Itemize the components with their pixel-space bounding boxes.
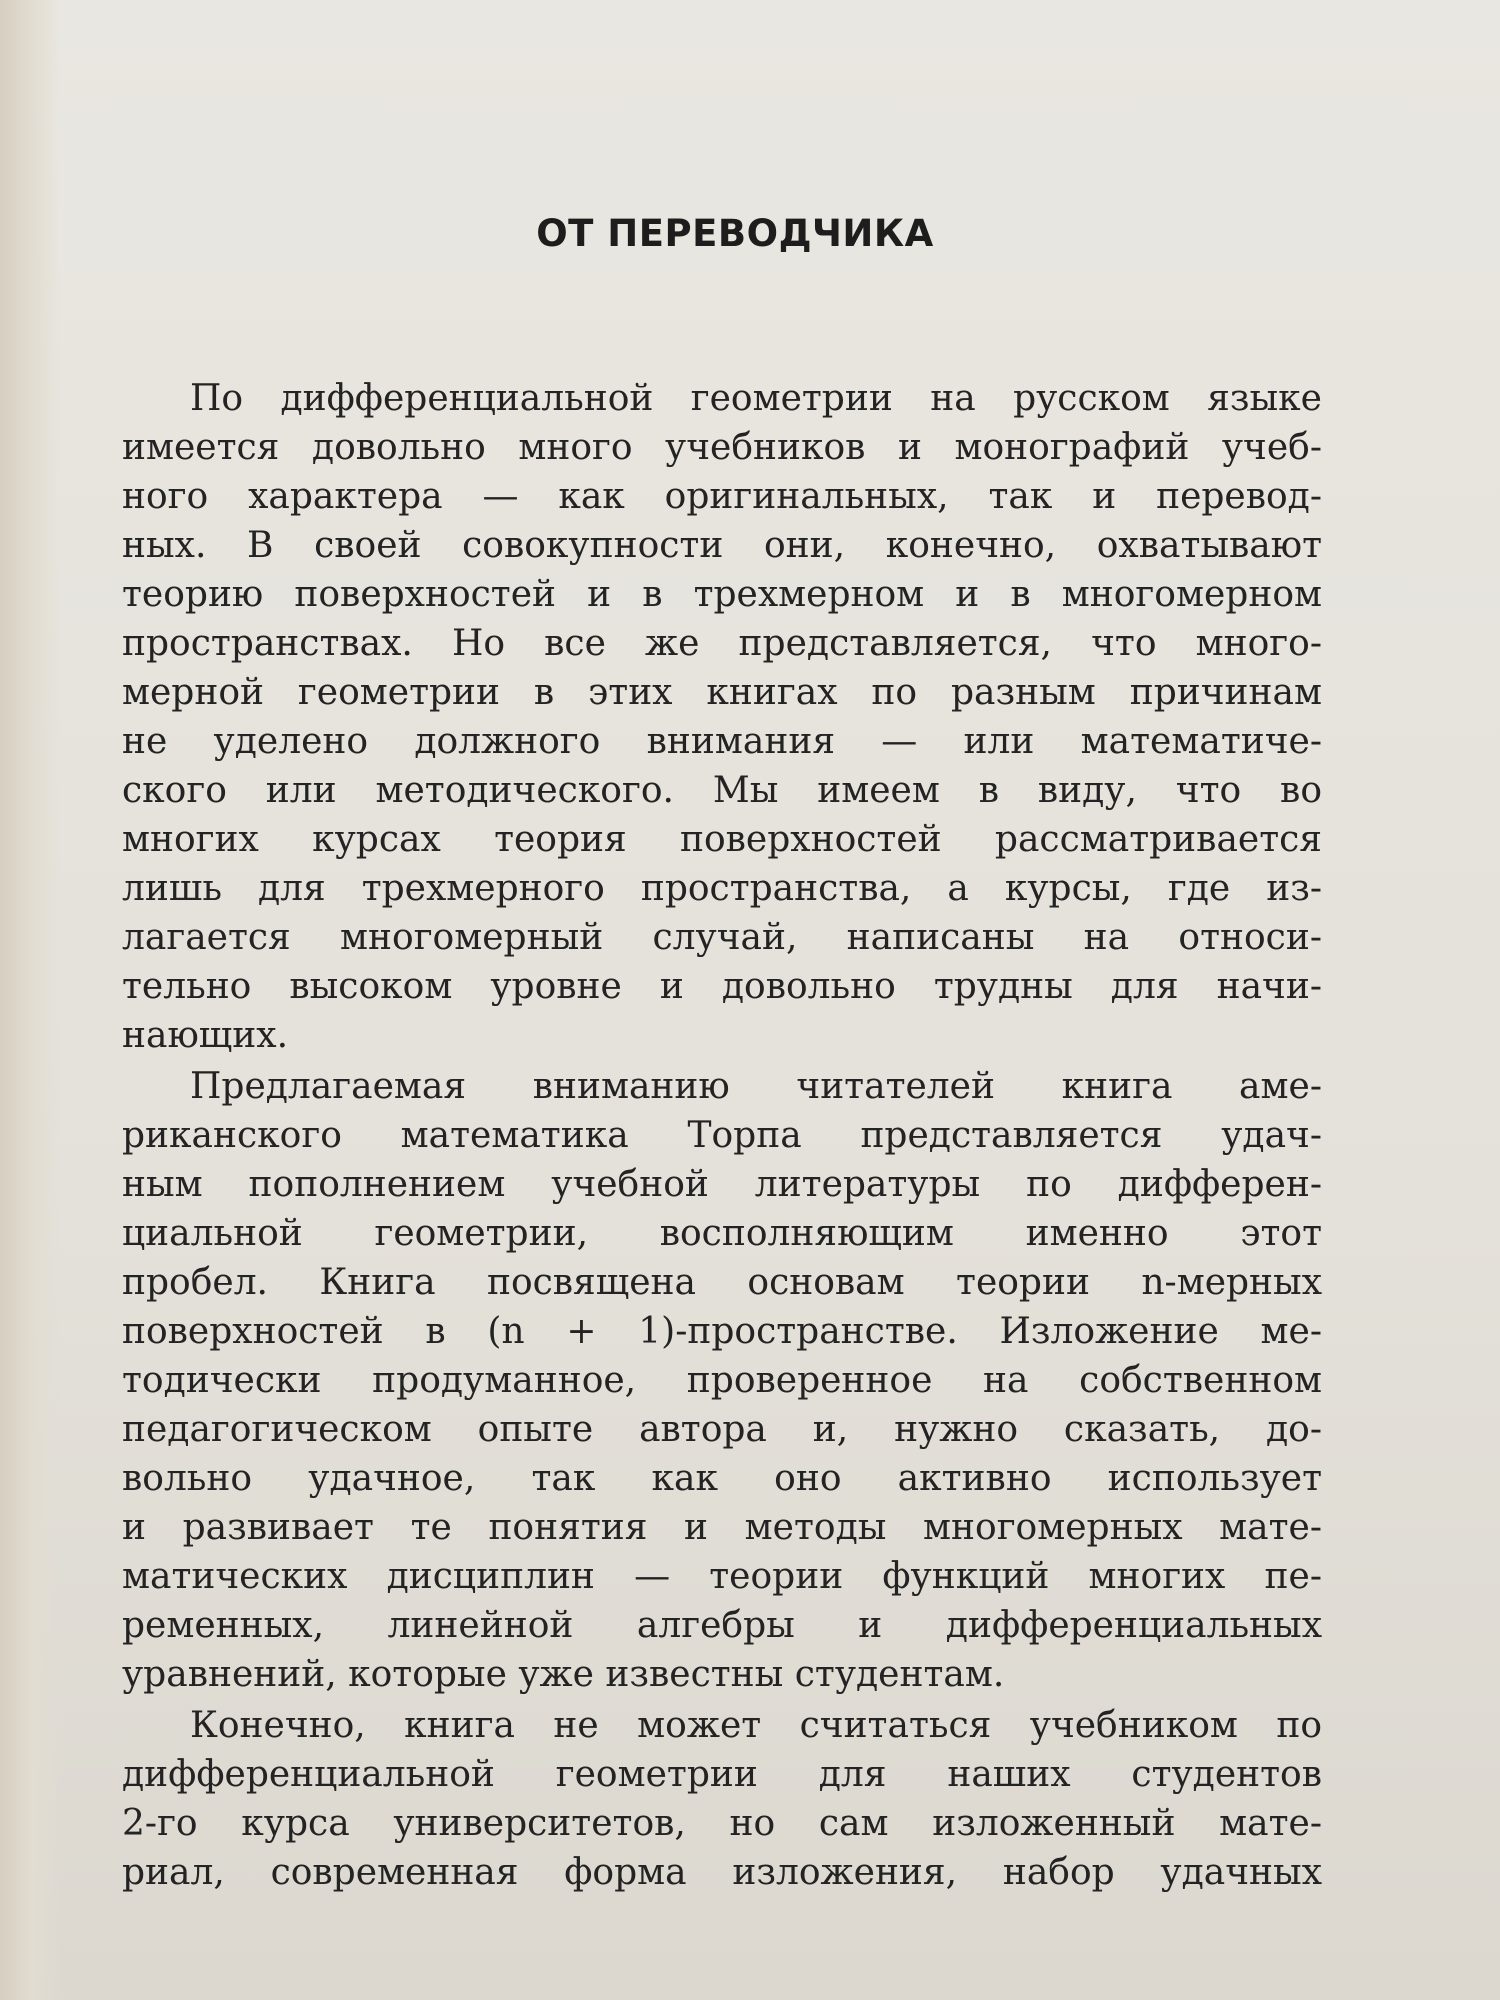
text-line: дифференциальной геометрии для наших студентов (122, 1754, 1322, 1795)
text-line: тельно высоком уровне и довольно трудны для начи- (122, 966, 1322, 1007)
text-line: имеется довольно много учебников и монографий учеб- (122, 427, 1322, 468)
text-line: риканского математика Торпа представляется удач- (122, 1115, 1322, 1156)
text-line: Конечно, книга не может считаться учебником по (190, 1705, 1322, 1746)
text-line: циальной геометрии, восполняющим именно этот (122, 1213, 1322, 1254)
text-line: риал, современная форма изложения, набор удачных (122, 1852, 1322, 1893)
text-line: многих курсах теория поверхностей рассматривается (122, 819, 1322, 860)
text-line: пространствах. Но все же представляется, что много- (122, 623, 1322, 664)
body-text (122, 374, 1322, 1897)
text-line: пробел. Книга посвящена основам теории n-мерных (122, 1262, 1322, 1303)
text-line: лишь для трехмерного пространства, а курсы, где из- (122, 868, 1322, 909)
text-line: По дифференциальной геометрии на русском языке (190, 378, 1322, 419)
text-line: уравнений, которые уже известны студентам. (122, 1654, 1005, 1695)
page-title (0, 212, 1500, 255)
text-line: педагогическом опыте автора и, нужно сказать, до- (122, 1409, 1322, 1450)
text-line: вольно удачное, так как оно активно использует (122, 1458, 1322, 1499)
text-line: и развивает те понятия и методы многомерных мате- (122, 1507, 1322, 1548)
text-line: ных. В своей совокупности они, конечно, охватывают (122, 525, 1322, 566)
text-line: Предлагаемая вниманию читателей книга аме- (190, 1066, 1322, 1107)
text-line: не уделено должного внимания — или математиче- (122, 721, 1322, 762)
text-line: тодически продуманное, проверенное на собственном (122, 1360, 1322, 1401)
text-line: матических дисциплин — теории функций многих пе- (122, 1556, 1322, 1597)
text-line: ным пополнением учебной литературы по дифферен- (122, 1164, 1322, 1205)
page-title-text: ОТ ПЕРЕВОДЧИКА (536, 212, 934, 255)
text-line: лагается многомерный случай, написаны на относи- (122, 917, 1322, 958)
text-line: ского или методического. Мы имеем в виду, что во (122, 770, 1322, 811)
binding-shadow (0, 0, 60, 2000)
text-line: теорию поверхностей и в трехмерном и в многомерном (122, 574, 1322, 615)
text-line: поверхностей в (n + 1)-пространстве. Изложение ме- (122, 1311, 1322, 1352)
text-line: мерной геометрии в этих книгах по разным причинам (122, 672, 1322, 713)
text-line: ременных, линейной алгебры и дифференциальных (122, 1605, 1322, 1646)
text-line: 2-го курса университетов, но сам изложенный мате- (122, 1803, 1322, 1844)
text-line: ного характера — как оригинальных, так и перевод- (122, 476, 1322, 517)
text-line: нающих. (122, 1015, 289, 1056)
